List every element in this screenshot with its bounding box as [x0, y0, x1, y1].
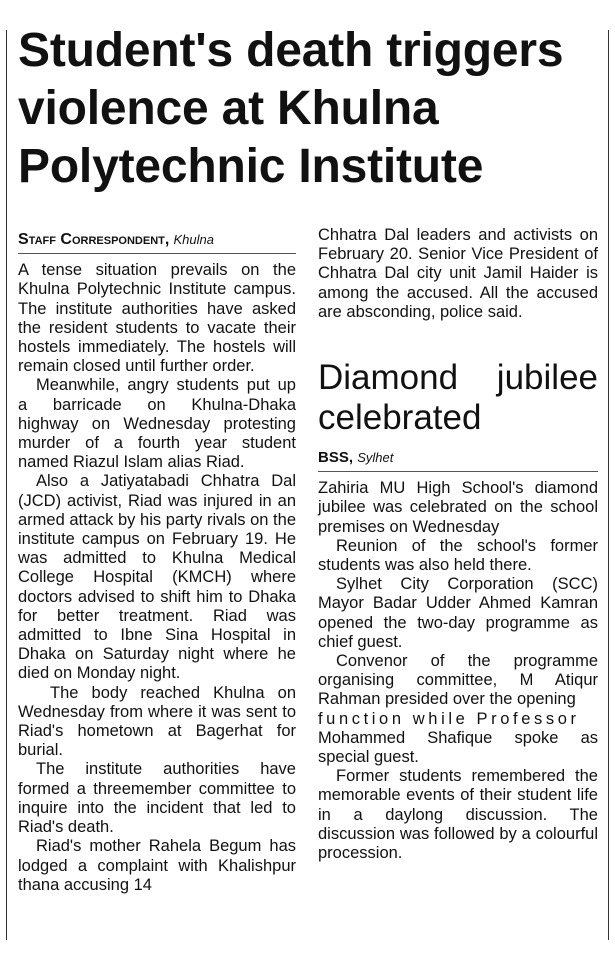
article-2-paragraph: Reunion of the school's former students was also held there. [318, 536, 598, 575]
article-2-paragraph: function while Professor [318, 709, 580, 728]
article-1-paragraph: Riad's mother Rahela Begum has lodged a complaint with Khalishpur thana accusing 14 [18, 837, 296, 894]
article-1-paragraph-continued: Chhatra Dal leaders and activists on February 20. Senior Vice President of Chhatra Dal city unit Jamil Haider is among the accused. All the accused are absconding, police said. [318, 226, 598, 321]
article-1-paragraph: A tense situation prevails on the Khulna Polytechnic Institute campus. The institute authorities have asked the resident students to vacate their hostels immediately. The hostels will remain closed until further order. [18, 261, 296, 376]
article-1-paragraph: The body reached Khulna on Wednesday from where it was sent to Riad's hometown at Bagerhat for burial. [18, 683, 296, 760]
byline-rule [318, 471, 598, 472]
article-2-paragraph: Mohammed Shafique spoke as special guest. [318, 728, 598, 767]
main-headline: Student's death triggers violence at Khulna Polytechnic Institute [18, 24, 564, 193]
article-2-byline-source: BSS, [318, 449, 354, 467]
article-1-paragraph: The institute authorities have formed a threemember committee to inquire into the incident that led to Riad's death. [18, 760, 296, 837]
article-1-paragraph: Also a Jatiyatabadi Chhatra Dal (JCD) activist, Riad was injured in an armed attack by his party rivals on the institute campus on February 19. He was admitted to Khulna Medical College Hospital (KMCH) where doctors advised to shift him to Dhaka for better treatment. Riad was admitted to Ibne Sina Hospital in Dhaka on Saturday night where he died on Monday night. [18, 472, 296, 683]
article-1-column-right [318, 226, 598, 863]
article-2-byline-place: Sylhet [357, 450, 394, 466]
column-rule-right [608, 30, 609, 940]
article-2-paragraph: Sylhet City Corporation (SCC) Mayor Badar Udder Ahmed Kamran opened the two-day programme as chief guest. [318, 575, 598, 651]
article-2-paragraph: Convenor of the programme organising committee, M Atiqur Rahman presided over the opening [318, 652, 598, 709]
byline-rule [18, 253, 296, 254]
article-1-byline [18, 230, 296, 249]
article-2-headline: Diamond jubilee celebrated [318, 358, 598, 438]
article-2-byline [318, 448, 598, 467]
article-1-column-left [18, 230, 296, 895]
article-2-paragraph: Former students remembered the memorable events of their student life in a daylong discussion. The discussion was followed by a colourful procession. [318, 767, 598, 863]
article-1-paragraph: Meanwhile, angry students put up a barricade on Khulna-Dhaka highway on Wednesday protesting murder of a fourth year student named Riazul Islam alias Riad. [18, 376, 296, 472]
article-1-byline-place: Khulna [173, 232, 214, 247]
article-2-paragraph: Zahiria MU High School's diamond jubilee was celebrated on the school premises on Wednesday [318, 479, 598, 536]
column-rule-left [6, 30, 7, 940]
article-1-byline-author: Staff Correspondent, [18, 231, 170, 248]
